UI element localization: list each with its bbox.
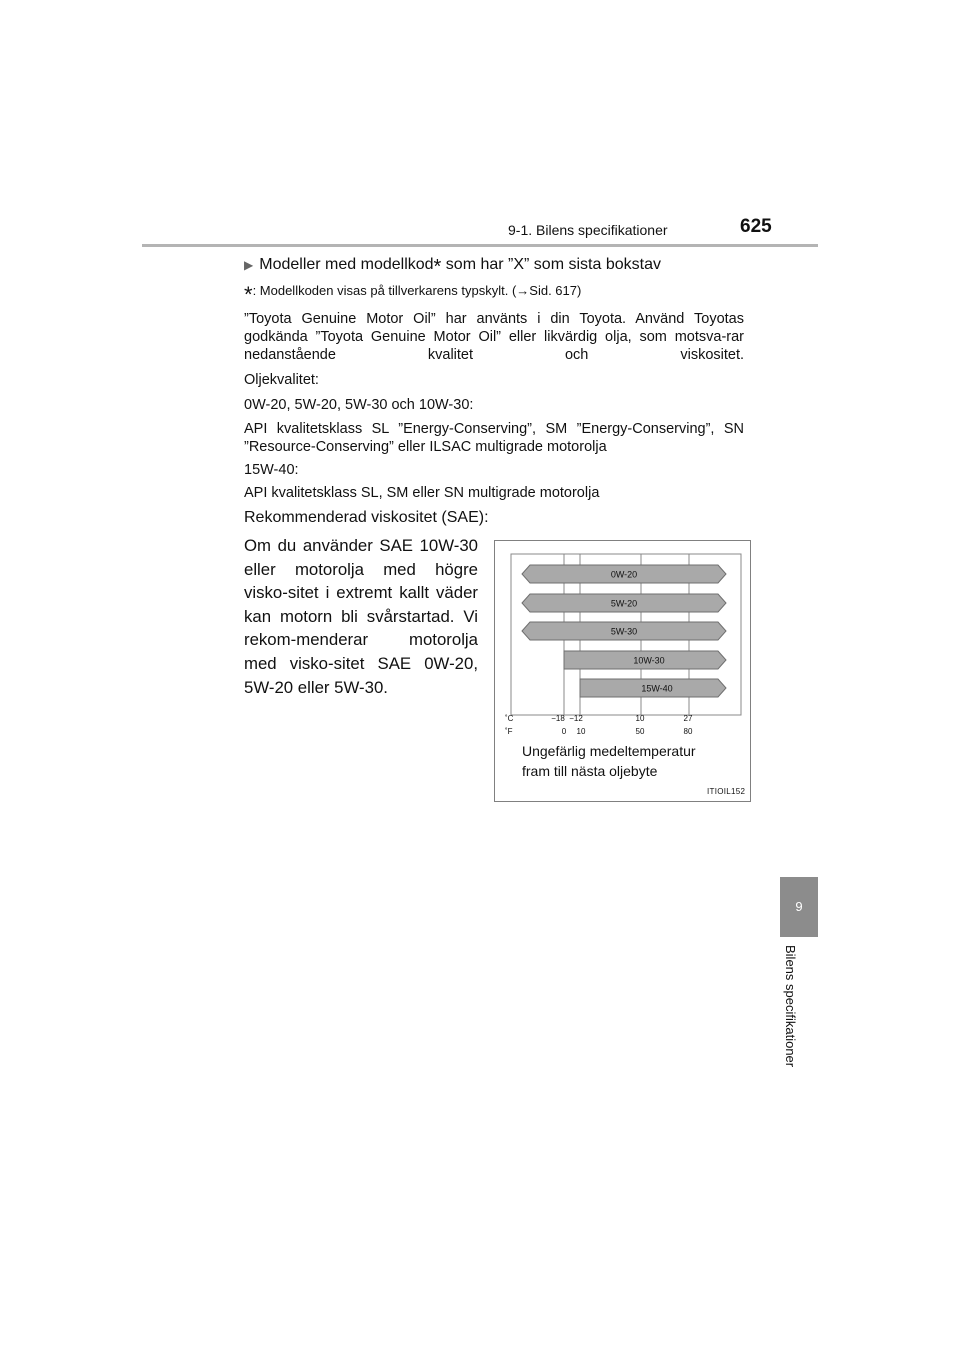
header-rule <box>142 244 818 247</box>
intro-paragraph: ”Toyota Genuine Motor Oil” har använts i din Toyota. Använd Toyotas godkända ”Toyota Genuine Motor Oil” eller likvärdig olja, som motsva-rar nedanstående kvalitet och viskositet. <box>244 311 744 363</box>
viscosity-note: Om du använder SAE 10W-30 eller motorolja med högre visko-sitet i extremt kallt väder kan motorn bli svårstartad. Vi rekom-menderar motorolja med visko-sitet SAE 0W-20, 5W-20 eller 5W-30. <box>244 536 478 697</box>
bar-label-0W-20: 0W-20 <box>610 569 638 580</box>
tick-fahrenheit-1: 10 <box>576 727 586 736</box>
tick-fahrenheit-3: 80 <box>683 727 693 736</box>
running-header: 9-1. Bilens specifikationer <box>508 222 668 238</box>
footnote-star: * <box>244 282 253 307</box>
model-heading-text: Modeller med modellkod <box>259 256 434 273</box>
chart-caption-line2: fram till nästa oljebyte <box>522 763 658 779</box>
grades-1-spec: API kvalitetsklass SL ”Energy-Conserving”, SM ”Energy-Conserving”, SN ”Resource-Conserving” eller ILSAC multigrade motorolja <box>244 421 744 455</box>
model-heading <box>244 256 661 278</box>
chart-caption-line1: Ungefärlig medeltemperatur <box>522 743 696 759</box>
oil-quality-label: Oljekvalitet: <box>244 372 319 388</box>
bar-label-15W-40: 15W-40 <box>641 683 673 694</box>
chapter-tab-label: Bilens specifikationer <box>783 945 798 1068</box>
tick-fahrenheit-2: 50 <box>635 727 645 736</box>
footnote-text: : Modellkoden visas på tillverkarens typskylt. ( <box>252 283 517 298</box>
chart-code: ITIOIL152 <box>707 787 746 796</box>
axis-label-fahrenheit: ˚F <box>505 727 513 736</box>
tick-celsius-0: −18 <box>551 714 565 723</box>
recommended-viscosity-heading: Rekommenderad viskositet (SAE): <box>244 509 489 526</box>
page-number: 625 <box>740 216 772 237</box>
triangle-bullet-icon: ▶ <box>244 258 254 272</box>
tick-celsius-3: 27 <box>683 714 693 723</box>
footnote <box>244 282 582 307</box>
axis-label-celsius: ˚C <box>505 714 514 723</box>
grades-1-label: 0W-20, 5W-20, 5W-30 och 10W-30: <box>244 397 474 413</box>
chapter-tab[interactable] <box>780 877 818 937</box>
bar-label-5W-20: 5W-20 <box>610 598 638 609</box>
tick-fahrenheit-0: 0 <box>561 727 567 736</box>
asterisk-mark: * <box>433 256 442 278</box>
grades-2-label: 15W-40: <box>244 462 299 478</box>
page-reference-link[interactable]: Sid. 617) <box>529 283 582 298</box>
grades-2-spec: API kvalitetsklass SL, SM eller SN multigrade motorolja <box>244 485 600 501</box>
tick-celsius-1: −12 <box>569 714 583 723</box>
chart-caption <box>522 741 696 781</box>
arrow-right-icon: → <box>516 283 530 298</box>
chapter-tab-number: 9 <box>795 899 803 914</box>
tick-celsius-2: 10 <box>635 714 645 723</box>
bar-label-5W-30: 5W-30 <box>610 626 638 637</box>
bar-label-10W-30: 10W-30 <box>633 655 665 666</box>
model-heading-text-end: som har ”X” som sista bokstav <box>441 256 661 273</box>
